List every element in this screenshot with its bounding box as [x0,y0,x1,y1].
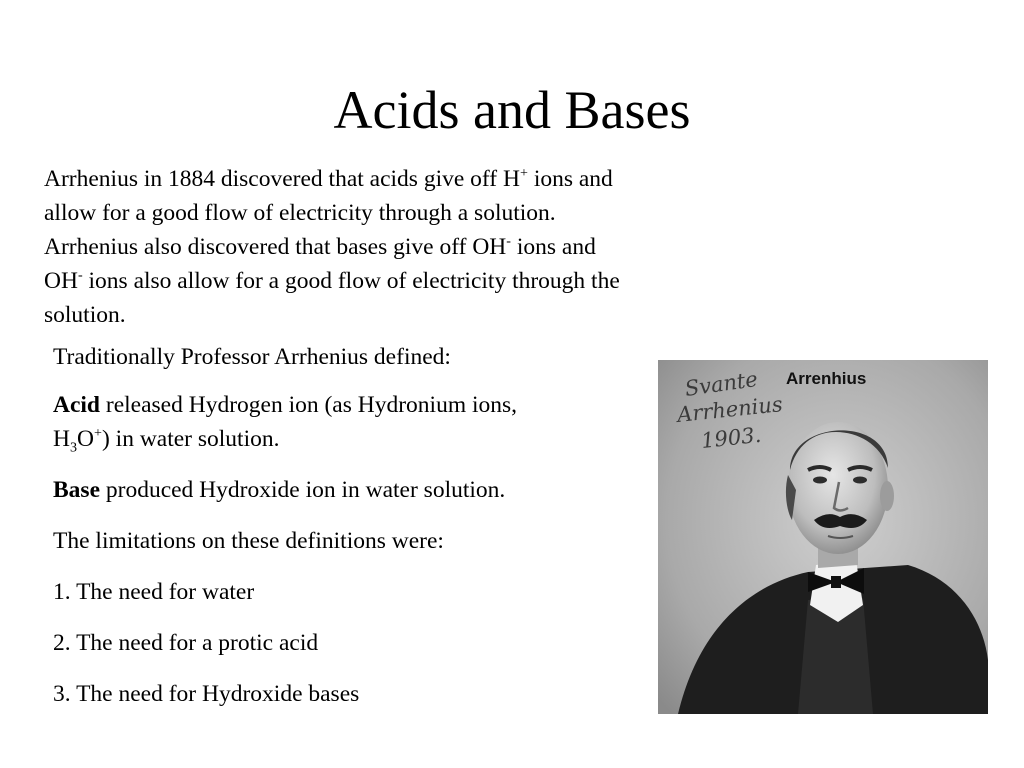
intro-line: solution. [44,302,126,328]
limitation-item: 3. The need for Hydroxide bases [53,681,360,707]
photo-caption: Arrenhius [786,369,867,388]
limitation-item: 1. The need for water [53,579,255,605]
acid-term: Acid [53,392,100,418]
photo-signature: 1903. [700,422,763,453]
intro-line: allow for a good flow of electricity through a solution. [44,200,556,226]
photo-signature: Arrhenius [676,392,784,427]
acid-definition: Acid released Hydrogen ion (as Hydronium ions, $H_3O^+$) in water solution. [53,392,518,456]
intro-line: Arrhenius in 1884 discovered that acids give off H+ ions and [44,165,613,192]
intro-line: OH- ions also allow for a good flow of electricity through the [44,267,620,294]
intro-paragraph [44,162,764,332]
limitations-lead: The limitations on these definitions were: [53,528,444,554]
intro-line: Arrhenius also discovered that bases give off OH- ions and [44,233,596,260]
limitation-item: 2. The need for a protic acid [53,630,319,656]
arrhenius-portrait [658,360,988,714]
definitions-list [53,340,633,711]
slide-title: Acids and Bases [333,80,691,140]
photo-signature: Svante [683,367,760,401]
base-term: Base [53,477,100,503]
base-definition: Base produced Hydroxide ion in water solution. [53,477,506,503]
definitions-lead: Traditionally Professor Arrhenius defined: [53,344,451,370]
